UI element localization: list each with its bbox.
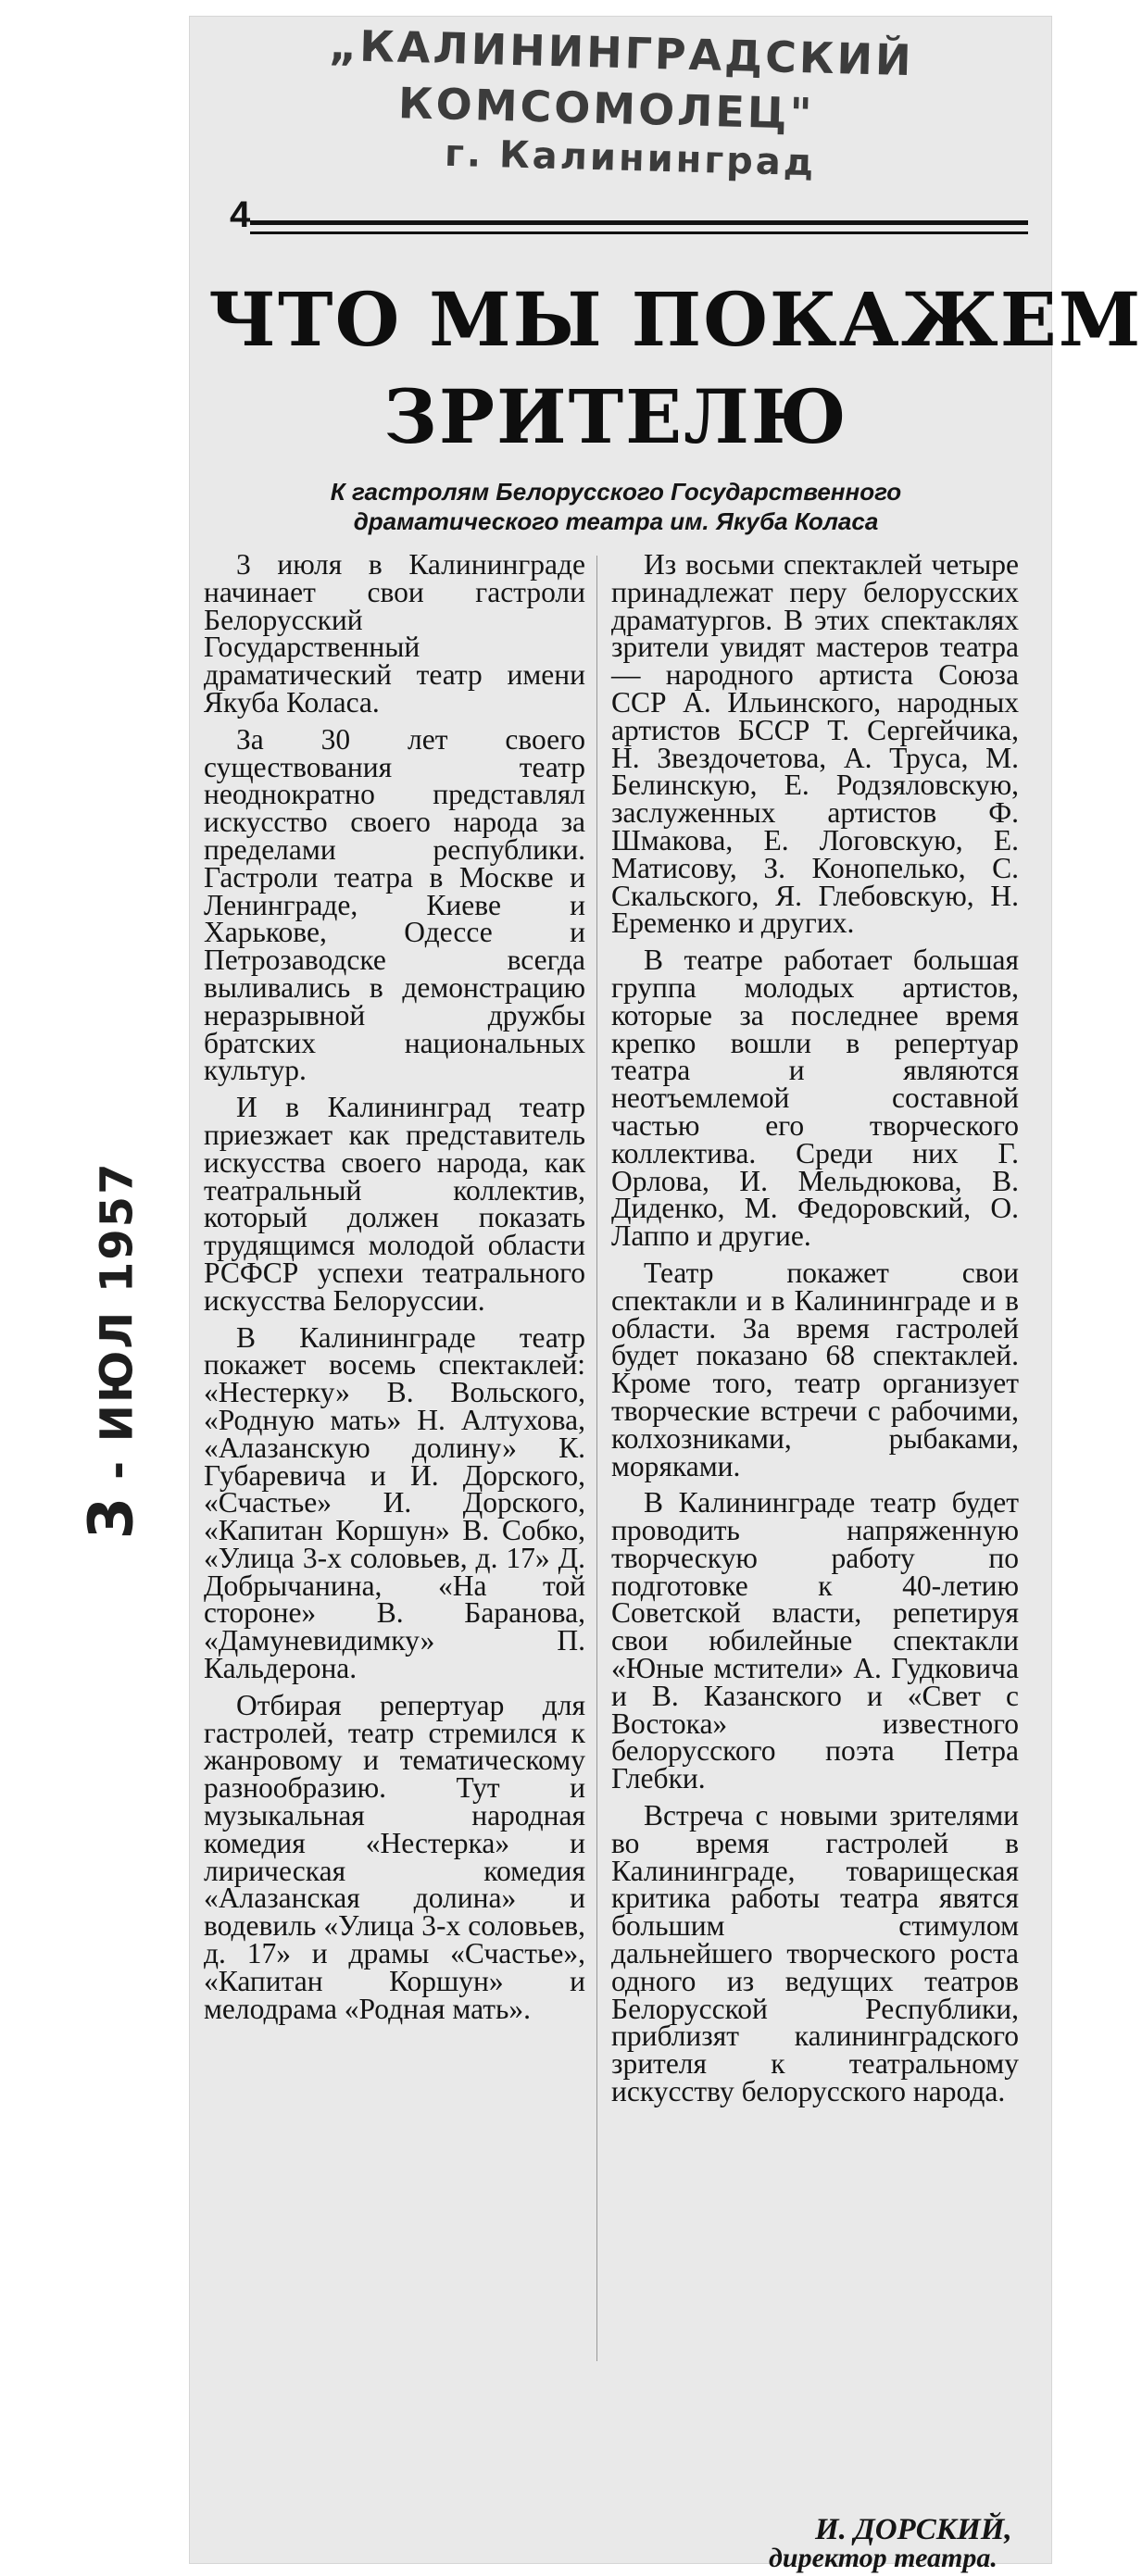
signature-role: директор театра. [769,2543,998,2573]
headline-line-1: ЧТО МЫ ПОКАЖЕМ [208,276,1142,363]
column-divider [596,556,597,2361]
header-rule-thin [250,231,1028,234]
newspaper-stamp-line-1: „КАЛИНИНГРАДСКИЙ [328,19,915,86]
date-stamp-day: 3 [75,1496,147,1540]
article-column-1 [204,548,585,2032]
paragraph: Отбирая репертуар для гастролей, театр стремился к жанровому и тематическому разнообразию. Тут и музыкальная народная комедия «Нестерка» и лирическая комедия «Алазанская долина» и водевиль «Улица 3-х соловьев, д. 17» и драмы «Счастье», «Капитан Коршун» и мелодрама «Родная мать». [204,1688,585,2025]
paragraph: Встреча с новыми зрителями во время гастролей в Калининграде, товарищеская критика работы театра явятся большим стимулом дальнейшего творческого роста одного из ведущих театров Белорусской Республики, приблизят калининградского зрителя к театральному искусству белорусского народа. [611,1799,1019,2108]
date-stamp-month-year: - ИЮЛ 1957 [91,1161,144,1497]
date-stamp [76,1119,147,1582]
paragraph: За 30 лет своего существования театр неоднократно представлял искусство своего народа за пределами республики. Гастроли театра в Москве и Ленинграде, Киеве и Харькове, Одессе и Петрозаводске всегда выливались в демонстрацию неразрывной дружбы братских национальных культур. [204,722,585,1087]
paragraph: И в Калининград театр приезжает как представитель искусства своего народа, как театральный коллектив, который должен показать трудящимся молодой области РСФСР успехи театрального искусства Белоруссии. [204,1091,585,1317]
headline-line-2: ЗРИТЕЛЮ [383,373,848,460]
paragraph: Из восьми спектаклей четыре принадлежат перу белорусских драматургов. В этих спектаклях зрители увидят мастеров театра — народного артиста Союза ССР А. Ильинского, народных артистов БССР Т. Сергейчика, Н. Звездочетова, А. Труса, М. Белинскую, Е. Родзяловскую, заслуженных артистов Ф. Шмакова, Е. Логовскую, Е. Матисову, З. Конопелько, С. Скальского, Я. Глебовскую, Н. Еременко и других. [611,548,1019,940]
paragraph: 3 июля в Калининграде начинает свои гастроли Белорусский Государственный драматический театр имени Якуба Коласа. [204,548,585,719]
article-column-2 [611,548,1019,2115]
newspaper-stamp-line-2: КОМСОМОЛЕЦ" [397,78,816,139]
signature-name: И. ДОРСКИЙ, [815,2513,1012,2546]
paragraph: В Калининграде театр покажет восемь спектаклей: «Нестерку» В. Вольского, «Родную мать» Н. Алтухова, «Алазанскую долину» К. Губаревича и И. Дорского, «Счастье» И. Дорского, «Капитан Коршун» В. Собко, «Улица 3-х соловьев, д. 17» Д. Добрычанина, «На той стороне» В. Баранова, «Дамуневидимку» П. Кальдерона. [204,1320,585,1685]
subheadline-line-2: драматического театра им. Якуба Коласа [353,507,879,535]
subheadline-line-1: К гастролям Белорусского Государственного [330,478,902,506]
page-number: 4 [230,194,251,235]
paragraph: Театр покажет свои спектакли и в Калининграде и в области. За время гастролей будет показано 68 спектаклей. Кроме того, театр организует творческие встречи с рабочими, колхозниками, рыбаками, моряками. [611,1256,1019,1482]
paragraph: В театре работает большая группа молодых артистов, которые за последнее время крепко вошли в репертуар театра и являются неотъемлемой составной частью его творческого коллектива. Среди них Г. Орлова, И. Мельдюкова, В. Диденко, М. Федоровский, О. Лаппо и другие. [611,944,1019,1253]
paragraph: В Калининграде театр будет проводить напряженную творческую работу по подготовке к 40-летию Советской власти, репетируя свои юбилейные спектакли «Юные мстители» А. Гудковича и В. Казанского и «Свет с Востока» известного белорусского поэта Петра Глебки. [611,1486,1019,1795]
newspaper-stamp-city: г. Калининград [444,131,817,185]
header-rule-thick [250,220,1028,225]
